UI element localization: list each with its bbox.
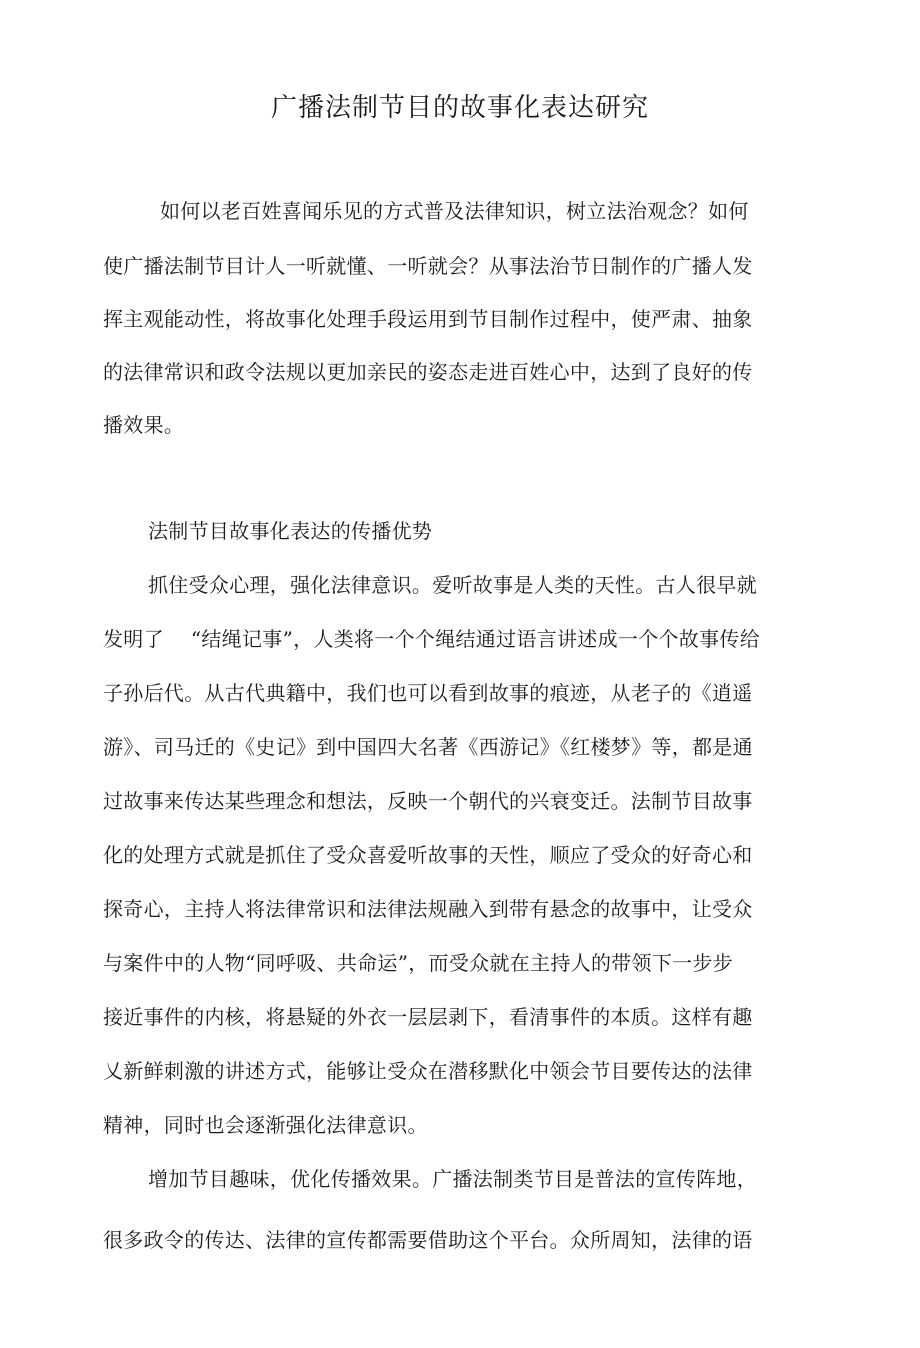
paragraph-line: 过故事来传达某些理念和想法，反映一个朝代的兴衰变迁。法制节目故事	[103, 789, 753, 813]
paragraph-line: 抓住受众心理，强化法律意识。爱听故事是人类的天性。古人很早就	[148, 573, 757, 597]
paragraph-line: 化的处理方式就是抓住了受众喜爱听故事的天性，顺应了受众的好奇心和	[103, 843, 753, 867]
paragraph-line: 接近事件的内核，将悬疑的外衣一层层剥下，看清事件的本质。这样有趣	[103, 1005, 753, 1029]
paragraph-line: 探奇心，主持人将法律常识和法律法规融入到带有悬念的故事中，让受众	[103, 897, 753, 921]
paragraph-line: 乂新鲜刺激的讲述方式，能够让受众在潜移默化中领会节目要传达的法律	[103, 1059, 753, 1083]
paragraph-line: 增加节目趣味，优化传播效果。广播法制类节目是普法的宣传阵地，	[148, 1167, 757, 1191]
paragraph-line: 精神，同时也会逐渐强化法律意识。	[103, 1113, 428, 1137]
paragraph-line: 很多政令的传达、法律的宣传都需要借助这个平台。众所周知，法律的语	[103, 1228, 753, 1252]
document-title: 广播法制节目的故事化表达研究	[270, 93, 649, 123]
intro-line: 如何以老百姓喜闻乐见的方式普及法律知识，树立法治观念？如何	[160, 199, 749, 223]
intro-line: 播效果。	[103, 413, 185, 437]
intro-line: 挥主观能动性，将故事化处理手段运用到节目制作过程中，使严肃、抽象	[103, 307, 753, 331]
intro-line: 的法律常识和政令法规以更加亲民的姿态走进百姓心中，达到了良好的传	[103, 360, 753, 384]
section-heading: 法制节目故事化表达的传播优势	[148, 519, 433, 543]
paragraph-line: 发明了 “结绳记事”，人类将一个个绳结通过语言讲述成一个个故事传给	[103, 627, 761, 651]
paragraph-line: 与案件中的人物“同呼吸、共命运”，而受众就在主持人的带领下一步步	[103, 951, 734, 975]
paragraph-line: 游》、司马迁的《史记》到中国四大名著《西游记》《红楼梦》等，都是通	[103, 735, 753, 759]
intro-line: 使广播法制节目计人一听就懂、一听就会？从事法治节日制作的广播人发	[103, 254, 753, 278]
paragraph-line: 子孙后代。从古代典籍中，我们也可以看到故事的痕迹，从老子的《逍遥	[103, 681, 753, 705]
